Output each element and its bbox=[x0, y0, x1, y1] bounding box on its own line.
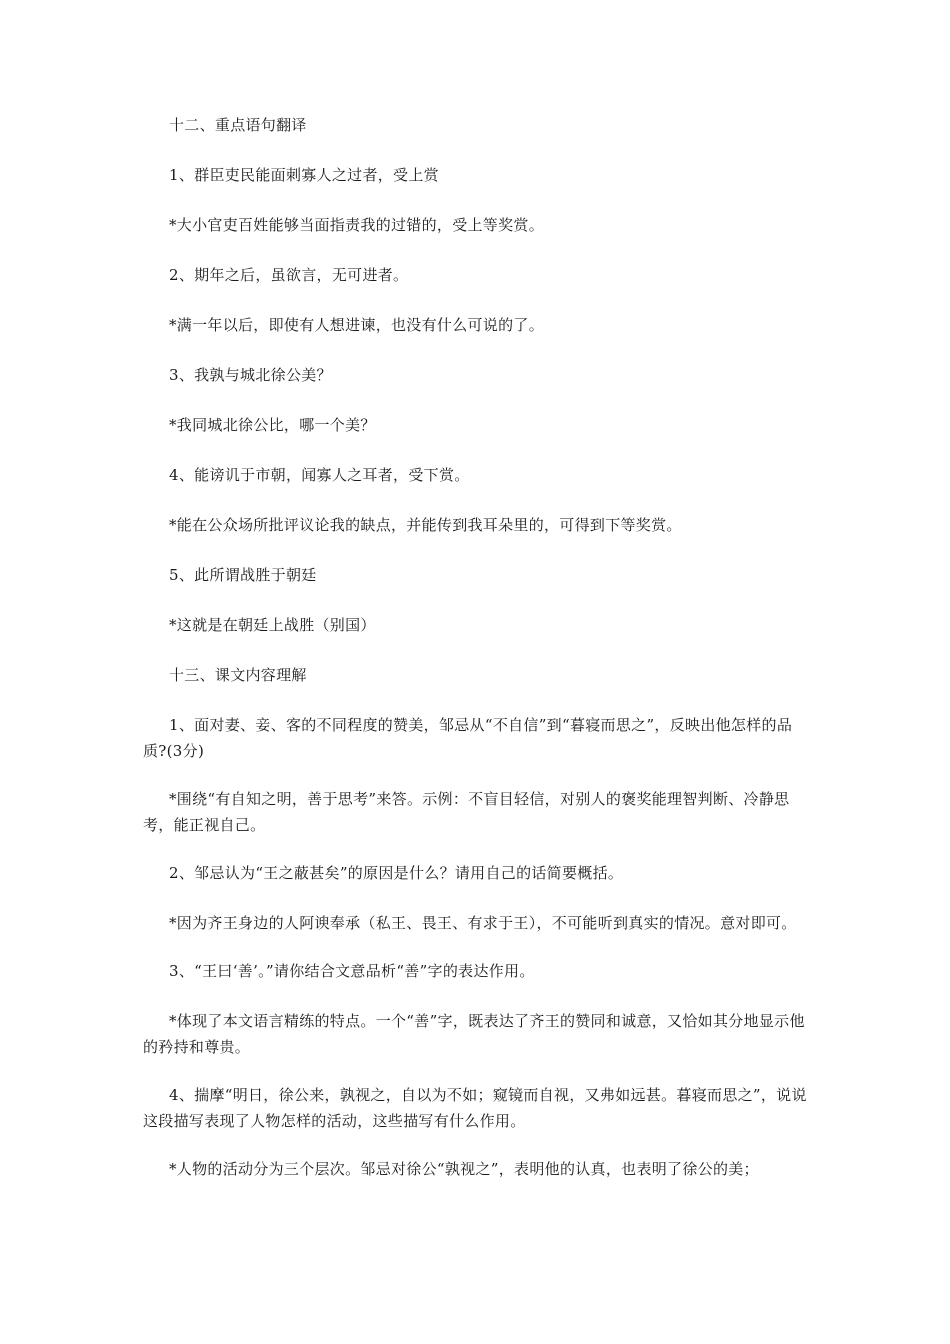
question-3: 3、“王曰‘善’。”请你结合文意品析“善”字的表达作用。 bbox=[169, 962, 535, 980]
section-heading-13: 十三、课文内容理解 bbox=[169, 666, 307, 684]
translation-4: *能在公众场所批评议论我的缺点，并能传到我耳朵里的，可得到下等奖赏。 bbox=[169, 516, 682, 534]
sentence-5: 5、此所谓战胜于朝廷 bbox=[169, 566, 317, 584]
translation-3: *我同城北徐公比，哪一个美？ bbox=[169, 416, 376, 434]
question-2: 2、邹忌认为“王之蔽甚矣”的原因是什么？请用自己的话简要概括。 bbox=[169, 864, 624, 882]
question-4: 4、揣摩“明日，徐公来，孰视之，自以为不如；窥镜而自视，又弗如远甚。暮寝而思之”，说说这段描写表现了人物怎样的活动，这些描写有什么作用。 bbox=[143, 1086, 807, 1130]
sentence-1: 1、群臣吏民能面刺寡人之过者，受上赏 bbox=[169, 166, 439, 184]
answer-4: *人物的活动分为三个层次。邹忌对徐公“孰视之”，表明他的认真，也表明了徐公的美； bbox=[169, 1160, 759, 1178]
sentence-4: 4、能谤讥于市朝，闻寡人之耳者，受下赏。 bbox=[169, 466, 470, 484]
sentence-3: 3、我孰与城北徐公美？ bbox=[169, 366, 332, 384]
answer-1: *围绕“有自知之明，善于思考”来答。示例：不盲目轻信，对别人的褒奖能理智判断、冷静思考，能正视自己。 bbox=[143, 790, 790, 834]
translation-1: *大小官吏百姓能够当面指责我的过错的，受上等奖赏。 bbox=[169, 216, 545, 234]
answer-2: *因为齐王身边的人阿谀奉承（私王、畏王、有求于王），不可能听到真实的情况。意对即可。 bbox=[169, 914, 797, 932]
document-page bbox=[143, 112, 807, 1206]
section-heading-12: 十二、重点语句翻译 bbox=[169, 116, 307, 134]
question-1: 1、面对妻、妾、客的不同程度的赞美，邹忌从“不自信”到“暮寝而思之”，反映出他怎样的品质?(3分) bbox=[143, 716, 793, 760]
translation-2: *满一年以后，即使有人想进谏，也没有什么可说的了。 bbox=[169, 316, 545, 334]
translation-5: *这就是在朝廷上战胜（别国） bbox=[169, 616, 376, 634]
answer-3: *体现了本文语言精练的特点。一个“善”字，既表达了齐王的赞同和诚意，又恰如其分地显示他的矜持和尊贵。 bbox=[143, 1012, 805, 1056]
sentence-2: 2、期年之后，虽欲言，无可进者。 bbox=[169, 266, 409, 284]
